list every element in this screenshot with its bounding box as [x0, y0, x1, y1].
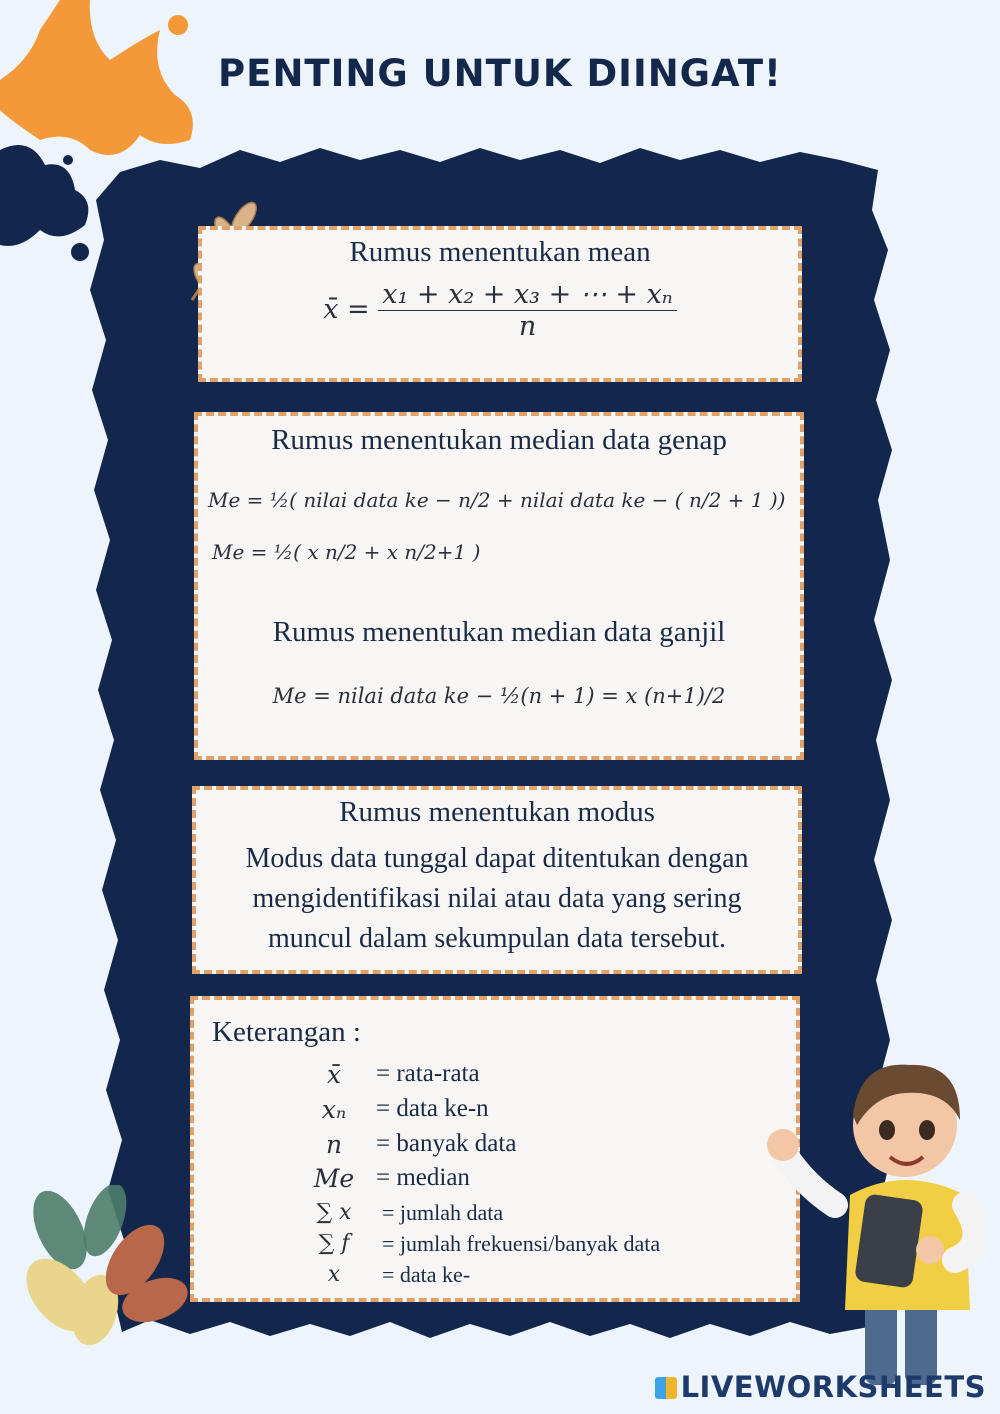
- brand-text: LIVEWORKSHEETS: [680, 1370, 986, 1404]
- legend-description: = median: [376, 1164, 470, 1191]
- modus-title: Rumus menentukan modus: [339, 796, 655, 828]
- legend-symbol: Me: [313, 1164, 355, 1193]
- modus-text-line-1: Modus data tunggal dapat ditentukan dengan: [245, 843, 749, 874]
- median-even-formula-1: Me = ½( nilai data ke − n/2 + nilai data ke − ( n/2 + 1 )): [208, 488, 786, 512]
- legend-symbol: xₙ: [321, 1095, 347, 1124]
- legend-symbol: ∑ f: [318, 1231, 350, 1256]
- legend-row: [304, 1060, 480, 1088]
- keterangan-box: [190, 996, 800, 1302]
- mean-denominator: n: [518, 311, 537, 342]
- mean-fraction: [378, 279, 676, 342]
- legend-row: [304, 1095, 489, 1123]
- page-title: PENTING UNTUK DIINGAT!: [218, 52, 782, 95]
- median-even-title: Rumus menentukan median data genap: [271, 424, 727, 456]
- median-formula-box: [194, 412, 804, 760]
- legend-row: [304, 1231, 660, 1257]
- legend-row: [304, 1262, 470, 1288]
- legend-symbol: x: [327, 1262, 341, 1287]
- legend-symbol: ∑ x: [316, 1200, 352, 1225]
- student-character-illustration: [765, 1045, 985, 1385]
- liveworksheets-icon: [655, 1377, 677, 1399]
- legend-row: [304, 1164, 470, 1192]
- modus-box: [192, 786, 802, 974]
- keterangan-title: Keterangan :: [212, 1016, 361, 1048]
- legend-symbol: x̄: [326, 1060, 342, 1089]
- mean-numerator: x₁ + x₂ + x₃ + ⋯ + xₙ: [378, 279, 676, 311]
- mean-lhs: x̄ =: [323, 294, 370, 325]
- legend-description: = data ke-: [382, 1262, 471, 1287]
- legend-description: = rata-rata: [376, 1060, 480, 1087]
- mean-formula: [202, 279, 798, 342]
- modus-text-line-3: muncul dalam sekumpulan data tersebut.: [268, 923, 726, 954]
- legend-description: = jumlah frekuensi/banyak data: [382, 1231, 661, 1256]
- legend-symbol: n: [325, 1130, 343, 1159]
- median-odd-formula: Me = nilai data ke − ½(n + 1) = x (n+1)/2: [272, 684, 726, 708]
- leaves-decoration: [15, 1185, 205, 1350]
- median-even-formula-2: Me = ½( x n/2 + x n/2+1 ): [212, 540, 481, 564]
- liveworksheets-logo: [655, 1370, 986, 1404]
- legend-description: = data ke-n: [376, 1095, 489, 1122]
- median-odd-title: Rumus menentukan median data ganjil: [272, 616, 726, 648]
- mean-title: Rumus menentukan mean: [349, 236, 651, 268]
- legend-description: = jumlah data: [382, 1200, 504, 1225]
- legend-description: = banyak data: [376, 1130, 517, 1157]
- legend-row: [304, 1200, 503, 1226]
- legend-row: [304, 1130, 516, 1158]
- modus-text-line-2: mengidentifikasi nilai atau data yang sering: [252, 883, 742, 914]
- mean-formula-box: [198, 226, 802, 382]
